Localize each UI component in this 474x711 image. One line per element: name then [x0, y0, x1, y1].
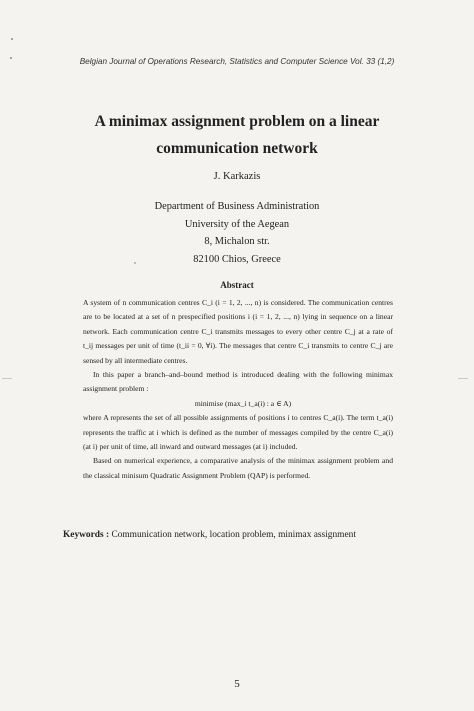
affiliation-line: 82100 Chios, Greece — [193, 253, 281, 265]
affiliation — [0, 198, 474, 268]
affiliation-line: University of the Aegean — [184, 218, 290, 230]
keywords-label: Keywords : — [63, 530, 110, 540]
abstract-heading: Abstract — [220, 280, 254, 290]
journal-header: Belgian Journal of Operations Research, Statistics and Computer Science Vol. 33 (1,2) — [79, 57, 395, 66]
author-name: J. Karkazis — [213, 171, 261, 182]
title-line: A minimax assignment problem on a linear — [94, 113, 380, 130]
scan-line — [458, 378, 468, 379]
scan-line — [2, 378, 12, 379]
abstract-body — [83, 296, 393, 483]
page-number: 5 — [234, 678, 240, 690]
abstract-paragraph: In this paper a branch–and–bound method is introduced dealing with the following minimax assignment problem : — [83, 370, 393, 394]
affiliation-line: Department of Business Administration — [154, 201, 320, 212]
scan-speck — [11, 38, 13, 40]
formula: minimise (max_i t_a(i) : a ∈ A) — [194, 398, 292, 408]
affiliation-line: 8, Michalon str. — [204, 236, 270, 247]
abstract-paragraph: Based on numerical experience, a comparative analysis of the minimax assignment problem and the classical minisum Quadratic Assignment Problem (QAP) is performed. — [83, 456, 393, 480]
abstract-paragraph: A system of n communication centres C_i (i = 1, 2, ..., n) is considered. The communication centres are to be located at a set of n prespecified positions i (i = 1, 2, ..., n) lying in sequence on a linear network. Each communication centre C_i transmits messages to every other centre C_j at a rate of t_ij messages per unit of time (t_ii = 0, ∀i). The messages that centre C_i transmits to centre C_j are sensed by all intermediate centres. — [83, 298, 393, 365]
abstract-paragraph: where A represents the set of all possible assignments of positions i to centres C_a(i). The term t_a(i) represents the traffic at i which is defined as the number of messages compiled by the centre C_a(i) (at i) per unit of time, all inward and outward messages (at i) included. — [83, 413, 393, 452]
keywords — [63, 530, 443, 540]
paper-title — [40, 108, 434, 162]
title-line: communication network — [156, 140, 318, 157]
keywords-text: Communication network, location problem, minimax assignment — [111, 530, 356, 540]
